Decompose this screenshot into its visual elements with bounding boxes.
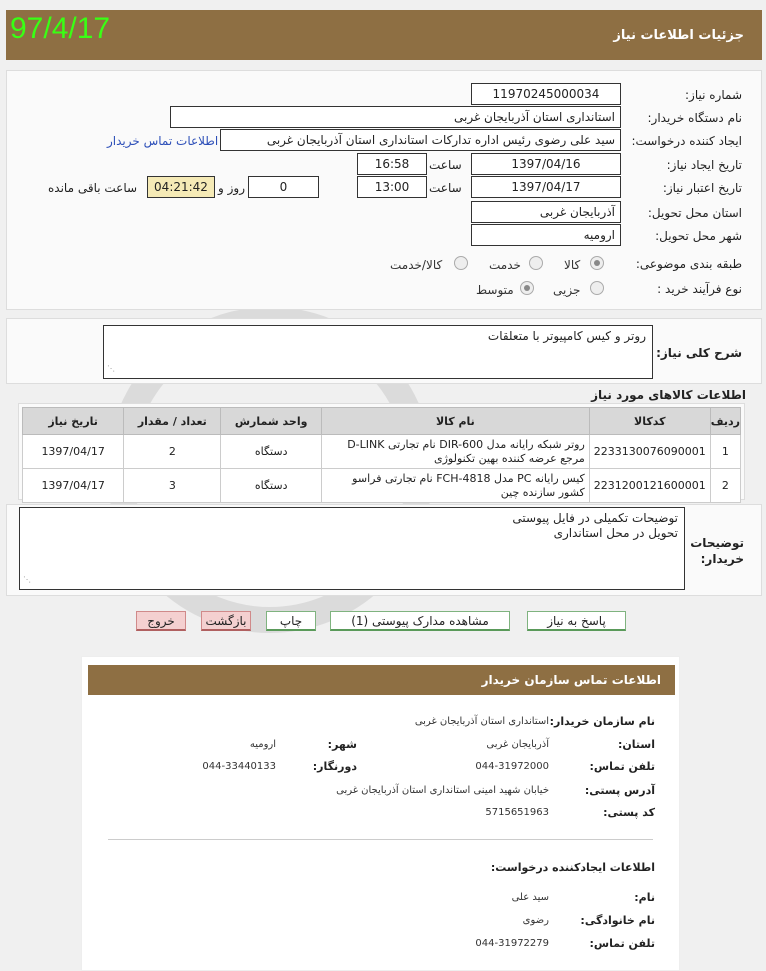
category-service-label: خدمت xyxy=(489,258,521,272)
table-header-row xyxy=(23,408,741,435)
contact-city-value: ارومیه xyxy=(249,739,276,750)
validity-time-field: 13:00 xyxy=(357,176,427,198)
exit-button[interactable]: خروج xyxy=(136,611,186,631)
creator-name-value: سید علی xyxy=(511,892,549,903)
buyer-org-field: استانداری استان آذربایجان غربی xyxy=(170,106,621,128)
items-table xyxy=(22,407,741,503)
item-unit: دستگاه xyxy=(221,469,322,503)
validity-date-field: 1397/04/17 xyxy=(471,176,621,198)
resize-grip-icon: ⋰ xyxy=(23,575,31,584)
purchase-medium-label: متوسط xyxy=(476,283,514,297)
page-header xyxy=(6,10,762,60)
table-row xyxy=(23,435,741,469)
resize-grip-icon: ⋰ xyxy=(107,364,115,373)
contact-postal-value: 5715651963 xyxy=(485,807,549,818)
validity-time-label: ساعت xyxy=(429,181,462,195)
print-button[interactable]: چاپ xyxy=(266,611,316,631)
contact-divider xyxy=(108,839,653,840)
purchase-medium-radio[interactable] xyxy=(520,281,534,295)
creator-name-label: نام: xyxy=(634,891,655,904)
remaining-days-label: روز و xyxy=(218,181,245,195)
contact-card-title: اطلاعات تماس سازمان خریدار xyxy=(481,673,661,687)
item-qty: 3 xyxy=(124,469,221,503)
table-row xyxy=(23,469,741,503)
row-number: 1 xyxy=(710,435,740,469)
category-goods-radio[interactable] xyxy=(590,256,604,270)
col-unit-header: واحد شمارش xyxy=(221,408,322,435)
contact-address-value: خیابان شهید امینی استانداری استان آذربایجان غربی xyxy=(336,785,549,796)
creator-phone-label: تلفن تماس: xyxy=(589,937,655,950)
created-date-label: تاریخ ایجاد نیاز: xyxy=(666,158,742,172)
purchase-partial-label: جزیی xyxy=(553,283,581,297)
item-name: کیس رایانه PC مدل FCH-4818 نام تجارتی فراسو کشور سازنده چین xyxy=(321,469,589,503)
requester-field: سید علی رضوی رئیس اداره تدارکات استانداری استان آذربایجان غربی xyxy=(220,129,621,151)
creator-family-value: رضوی xyxy=(522,915,549,926)
item-unit: دستگاه xyxy=(221,435,322,469)
col-date-header: تاریخ نیاز xyxy=(23,408,124,435)
contact-address-label: آدرس پستی: xyxy=(584,784,655,797)
buyer-notes-line-1: توضیحات تکمیلی در فایل پیوستی xyxy=(512,511,678,525)
summary-field xyxy=(103,325,653,379)
buyer-notes-line-2: تحویل در محل استانداری xyxy=(553,526,678,540)
summary-text: روتر و کیس کامپیوتر با متعلقات xyxy=(487,329,646,343)
contact-fax-value: 044-33440133 xyxy=(202,761,276,772)
created-time-label: ساعت xyxy=(429,158,462,172)
category-label: طبقه بندی موضوعی: xyxy=(635,257,742,271)
item-date: 1397/04/17 xyxy=(23,469,124,503)
requester-label: ایجاد کننده درخواست: xyxy=(631,134,742,148)
remaining-time-field: 04:21:42 xyxy=(147,176,215,198)
purchase-partial-radio[interactable] xyxy=(590,281,604,295)
items-section-title: اطلاعات کالاهای مورد نیاز xyxy=(591,388,746,402)
category-goods-label: کالا xyxy=(564,258,581,272)
remaining-days-field: 0 xyxy=(248,176,319,198)
buyer-contact-link[interactable]: اطلاعات تماس خریدار xyxy=(107,134,219,148)
contact-org-label: نام سازمان خریدار: xyxy=(549,715,655,728)
creator-phone-value: 044-31972279 xyxy=(475,938,549,949)
buyer-notes-label xyxy=(684,535,744,567)
date-stamp: 97/4/17 xyxy=(10,12,111,45)
item-name: روتر شبکه رایانه مدل DIR-600 نام تجارتی D-LINK مرجع عرضه کننده بهین تکنولوژی xyxy=(321,435,589,469)
col-qty-header: تعداد / مقدار xyxy=(124,408,221,435)
row-number: 2 xyxy=(710,469,740,503)
contact-fax-label: دورنگار: xyxy=(312,760,357,773)
col-row-header: ردیف xyxy=(710,408,740,435)
contact-phone-value: 044-31972000 xyxy=(475,761,549,772)
buyer-notes-label-text: توضیحات خریدار: xyxy=(690,536,744,566)
page-title: جزئیات اطلاعات نیاز xyxy=(613,28,744,43)
summary-label: شرح کلی نیاز: xyxy=(656,346,742,360)
need-number-field: 11970245000034 xyxy=(471,83,621,105)
contact-phone-label: تلفن تماس: xyxy=(589,760,655,773)
creator-family-label: نام خانوادگی: xyxy=(580,914,655,927)
contact-province-value: آذربایجان غربی xyxy=(486,739,549,750)
contact-card-header xyxy=(88,665,675,695)
delivery-city-field: ارومیه xyxy=(471,224,621,246)
delivery-province-label: استان محل تحویل: xyxy=(647,206,742,220)
contact-province-label: استان: xyxy=(618,738,655,751)
created-time-field: 16:58 xyxy=(357,153,427,175)
remaining-time-label: ساعت باقی مانده xyxy=(48,181,138,195)
col-name-header: نام کالا xyxy=(321,408,589,435)
reply-button[interactable]: پاسخ به نیاز xyxy=(527,611,626,631)
item-date: 1397/04/17 xyxy=(23,435,124,469)
contact-org-value: استانداری استان آذربایجان غربی xyxy=(414,716,549,727)
col-code-header: کدکالا xyxy=(589,408,710,435)
purchase-type-label: نوع فرآیند خرید : xyxy=(657,282,742,296)
back-button[interactable]: بازگشت xyxy=(201,611,251,631)
created-date-field: 1397/04/16 xyxy=(471,153,621,175)
category-goods-service-label: کالا/خدمت xyxy=(390,258,443,272)
contact-card xyxy=(81,656,680,971)
creator-section-title: اطلاعات ایجادکننده درخواست: xyxy=(490,861,655,874)
item-qty: 2 xyxy=(124,435,221,469)
need-number-label: شماره نیاز: xyxy=(685,88,742,102)
buyer-notes-field xyxy=(19,507,685,590)
delivery-city-label: شهر محل تحویل: xyxy=(655,229,742,243)
contact-postal-label: کد پستی: xyxy=(603,806,655,819)
buyer-org-label: نام دستگاه خریدار: xyxy=(647,111,742,125)
category-service-radio[interactable] xyxy=(529,256,543,270)
attachments-button[interactable]: مشاهده مدارک پیوستی (1) xyxy=(330,611,510,631)
item-code: 2231200121600001 xyxy=(589,469,710,503)
validity-date-label: تاریخ اعتبار نیاز: xyxy=(662,181,742,195)
item-code: 2233130076090001 xyxy=(589,435,710,469)
contact-city-label: شهر: xyxy=(327,738,357,751)
delivery-province-field: آذربایجان غربی xyxy=(471,201,621,223)
category-goods-service-radio[interactable] xyxy=(454,256,468,270)
